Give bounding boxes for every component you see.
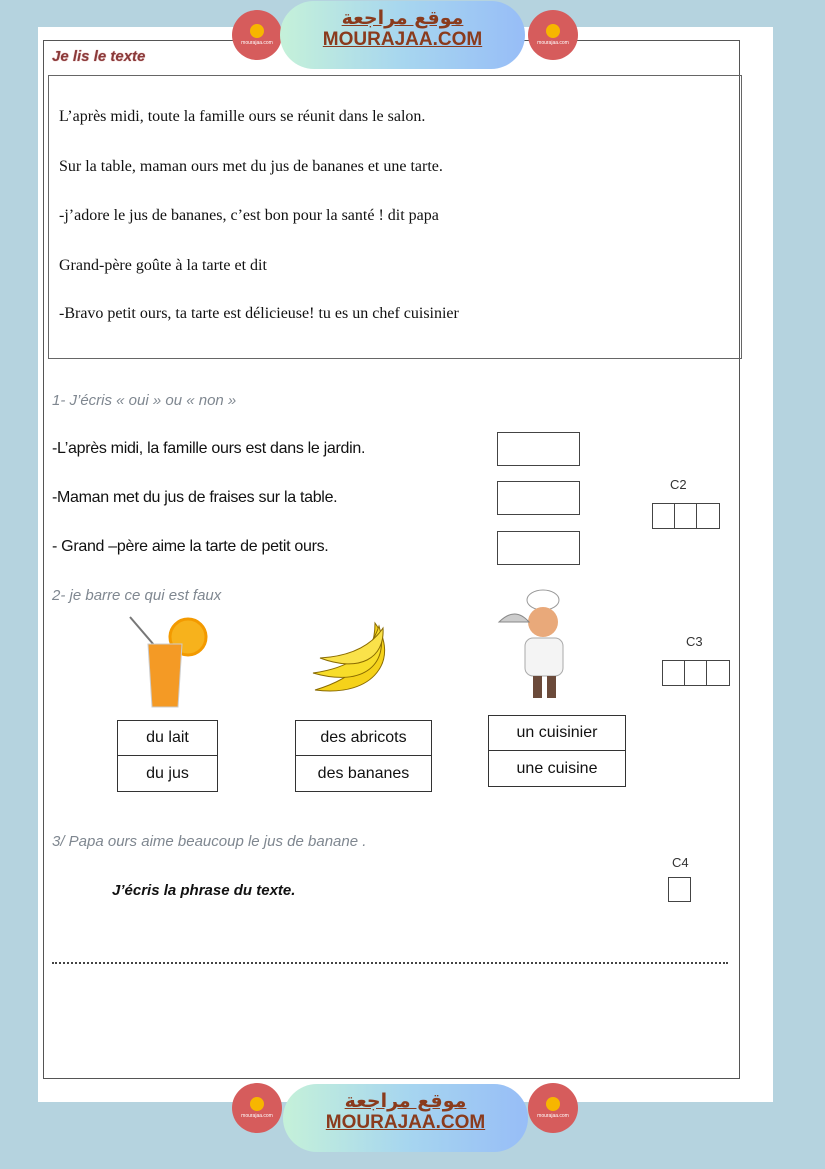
choice-box-drink (117, 720, 218, 792)
section1-heading: 1- J’écris « oui » ou « non » (52, 392, 237, 409)
criterion-label: C4 (672, 855, 689, 870)
answer-line[interactable] (52, 962, 728, 964)
site-banner-top[interactable] (280, 1, 525, 69)
banner-arabic: موقع مراجعة (341, 7, 464, 29)
logo-icon (546, 1097, 560, 1111)
text-line: -j’adore le jus de bananes, c’est bon pour la santé ! dit papa (59, 207, 439, 224)
score-grid-c3 (662, 660, 730, 686)
answer-box-3[interactable] (497, 531, 580, 565)
choice-option[interactable]: des abricots (296, 721, 431, 756)
logo-text: mourajaa.com (537, 1113, 569, 1119)
logo-text: mourajaa.com (241, 40, 273, 46)
banner-latin: MOURAJAA.COM (322, 29, 483, 50)
logo-icon (546, 24, 560, 38)
text-line: Sur la table, maman ours met du jus de bananes et une tarte. (59, 158, 443, 175)
site-banner-bottom[interactable] (283, 1084, 528, 1152)
text-line: Grand-père goûte à la tarte et dit (59, 257, 267, 274)
logo-text: mourajaa.com (241, 1113, 273, 1119)
text-line: L’après midi, toute la famille ours se réunit dans le salon. (59, 108, 426, 125)
criterion-label: C2 (670, 477, 687, 492)
text-line: -Bravo petit ours, ta tarte est délicieuse! tu es un chef cuisinier (59, 305, 459, 322)
score-box-c4 (668, 877, 691, 902)
logo-icon (250, 24, 264, 38)
score-grid-c2 (652, 503, 720, 529)
choice-box-chef (488, 715, 626, 787)
section2-heading: 2- je barre ce qui est faux (52, 587, 222, 604)
question-2: -Maman met du jus de fraises sur la table. (52, 489, 338, 506)
choice-option[interactable]: des bananes (317, 764, 410, 782)
banner-arabic: موقع مراجعة (344, 1090, 467, 1112)
banner-latin: MOURAJAA.COM (325, 1112, 486, 1133)
answer-box-1[interactable] (497, 432, 580, 466)
section3-instruction: J’écris la phrase du texte. (112, 882, 296, 899)
choice-box-fruit (295, 720, 432, 792)
question-1: -L’après midi, la famille ours est dans le jardin. (52, 440, 366, 457)
criterion-label: C3 (686, 634, 703, 649)
choice-option[interactable]: du lait (118, 721, 217, 756)
page-title: Je lis le texte (52, 48, 146, 65)
juice-glass-image (120, 612, 210, 712)
logo-badge-right (528, 10, 578, 60)
reading-text-box (48, 75, 742, 359)
choice-option[interactable]: un cuisinier (489, 716, 625, 751)
logo-badge-left (232, 10, 282, 60)
logo-badge-left (232, 1083, 282, 1133)
section3-heading: 3/ Papa ours aime beaucoup le jus de banane . (52, 833, 367, 850)
logo-badge-right (528, 1083, 578, 1133)
bananas-image (305, 618, 400, 703)
choice-option[interactable]: du jus (146, 764, 189, 782)
logo-text: mourajaa.com (537, 40, 569, 46)
answer-box-2[interactable] (497, 481, 580, 515)
question-3: - Grand –père aime la tarte de petit ours. (52, 538, 329, 555)
logo-icon (250, 1097, 264, 1111)
choice-option[interactable]: une cuisine (516, 759, 598, 777)
chef-image (495, 588, 595, 704)
